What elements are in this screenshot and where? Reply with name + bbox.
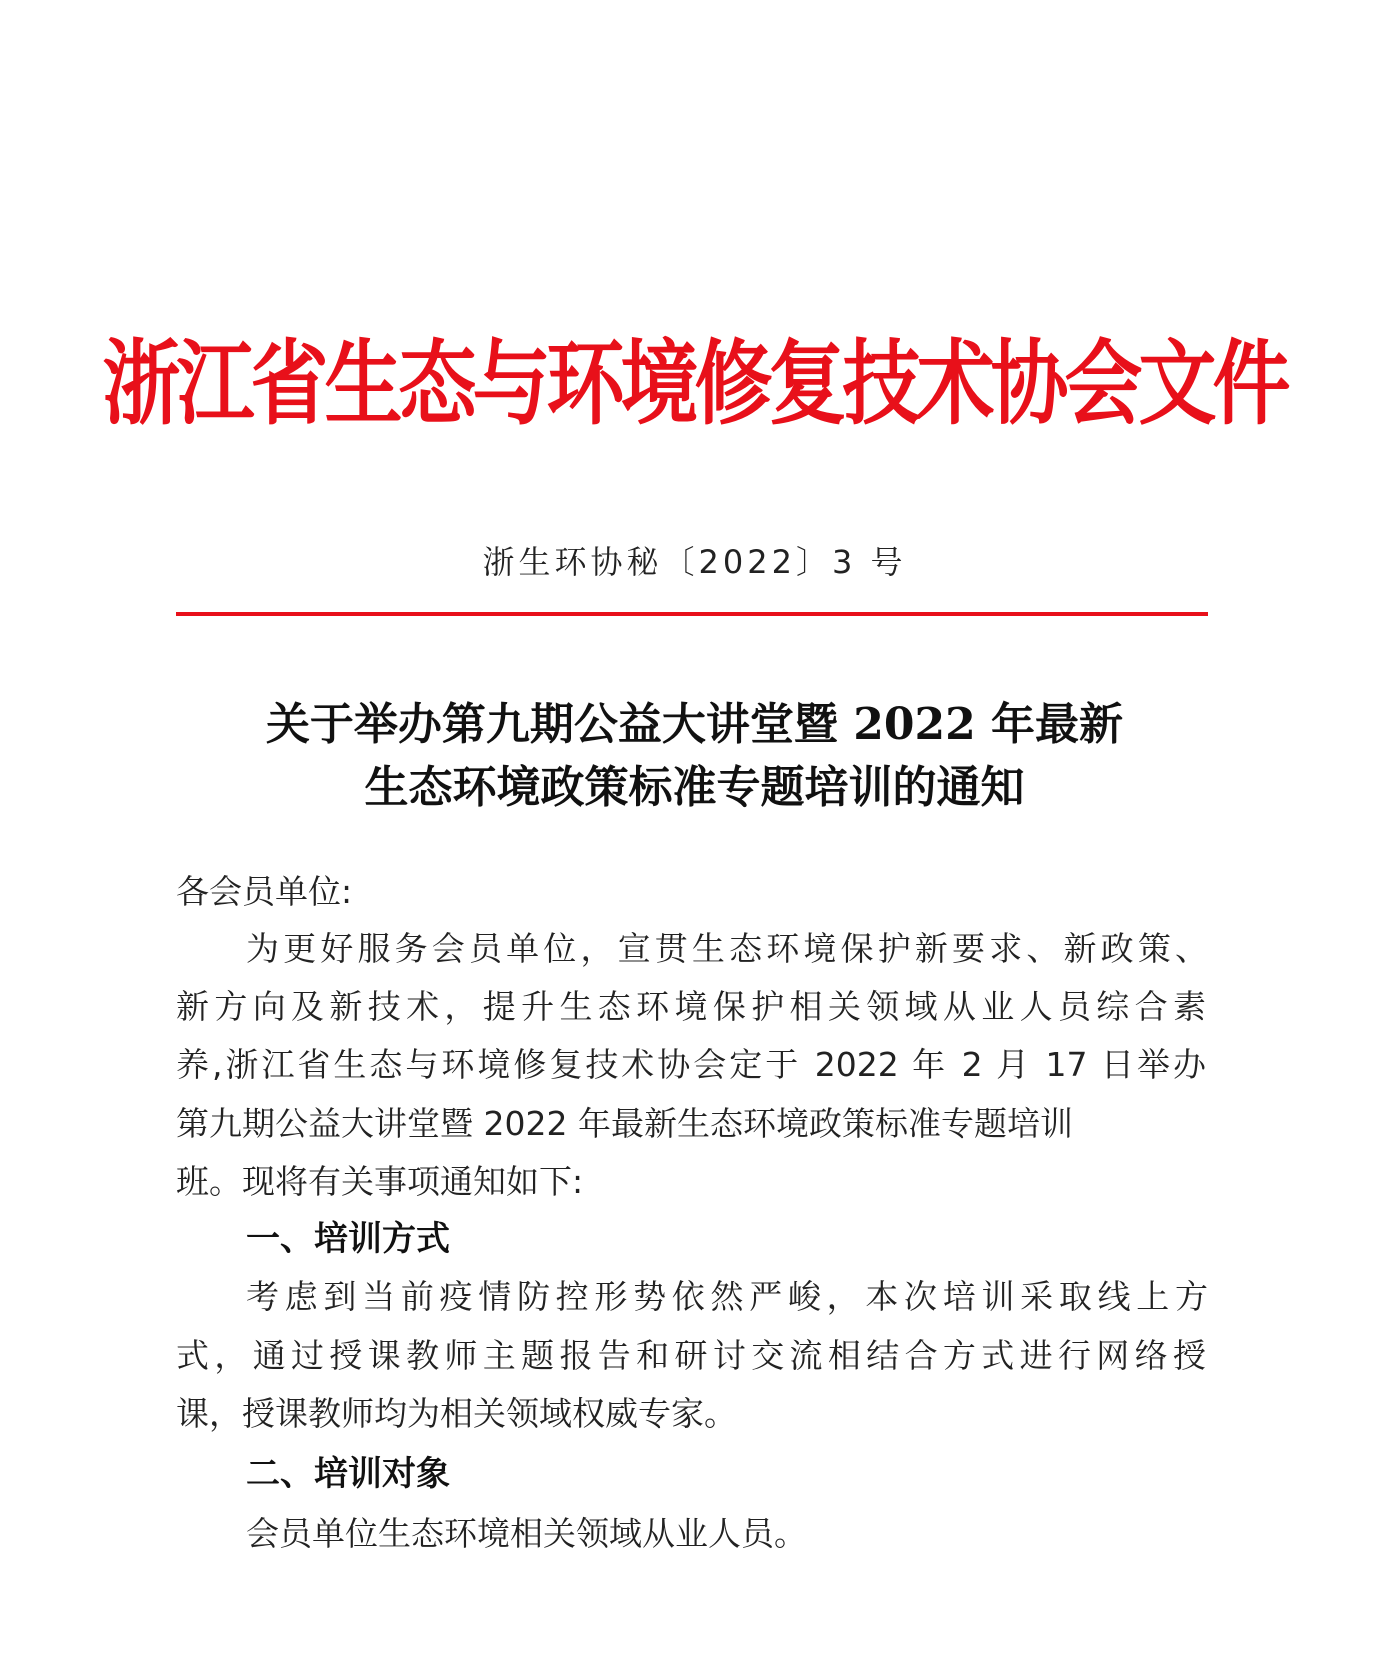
notice-title-line-2: 生态环境政策标准专题培训的通知	[364, 762, 1025, 813]
section-heading-training-method: 一、培训方式	[246, 1219, 450, 1259]
section1-line-1: 考虑到当前疫情防控形势依然严峻，本次培训采取线上方	[246, 1277, 1208, 1316]
section-heading-training-audience: 二、培训对象	[246, 1454, 450, 1494]
salutation: 各会员单位:	[176, 872, 353, 911]
intro-line-5: 班。现将有关事项通知如下:	[176, 1162, 584, 1201]
intro-line-3: 养,浙江省生态与环境修复技术协会定于 2022 年 2 月 17 日举办	[176, 1045, 1206, 1084]
section1-line-2: 式，通过授课教师主题报告和研讨交流相结合方式进行网络授	[176, 1336, 1206, 1375]
notice-title-line-1: 关于举办第九期公益大讲堂暨 2022 年最新	[265, 699, 1124, 750]
section2-line-1: 会员单位生态环境相关领域从业人员。	[246, 1514, 807, 1553]
section1-line-3: 课，授课教师均为相关领域权威专家。	[176, 1394, 737, 1433]
intro-line-2: 新方向及新技术，提升生态环境保护相关领域从业人员综合素	[176, 987, 1206, 1026]
document-number: 浙生环协秘〔2022〕3 号	[482, 543, 907, 581]
intro-line-4: 第九期公益大讲堂暨 2022 年最新生态环境政策标准专题培训	[176, 1104, 1073, 1143]
organization-masthead: 浙江省生态与环境修复技术协会文件	[102, 330, 1287, 439]
red-divider-rule	[176, 612, 1208, 616]
intro-line-1: 为更好服务会员单位，宣贯生态环境保护新要求、新政策、	[246, 929, 1208, 968]
